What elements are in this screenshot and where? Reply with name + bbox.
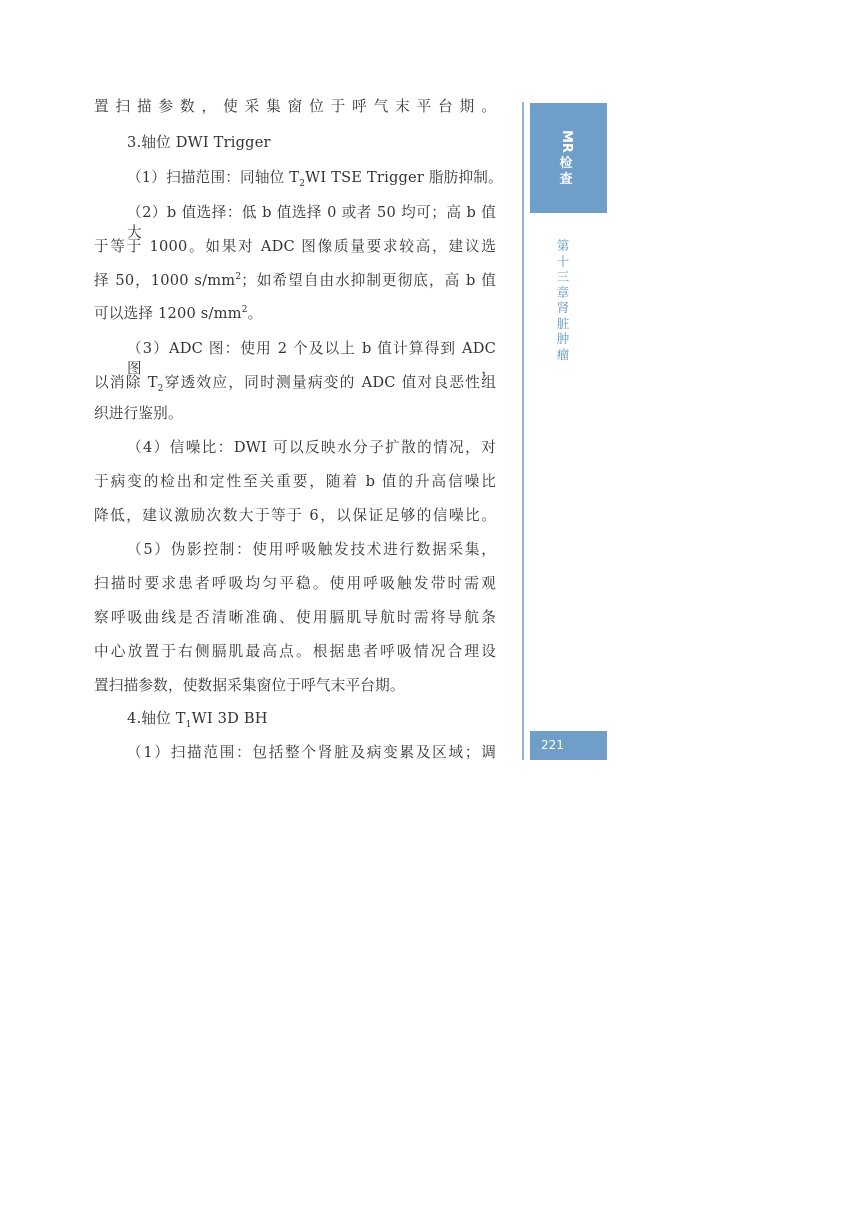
text-run: 。 xyxy=(247,305,263,322)
section-heading-dwi: 3.轴位 DWI Trigger xyxy=(127,134,271,151)
paragraph-line: 织进行鉴别。 xyxy=(94,405,183,422)
text-run: 以消除 T xyxy=(94,374,158,391)
paragraph-line: （1）扫描范围：包括整个肾脏及病变累及区域；调 xyxy=(127,744,496,761)
chapter-title: 第十三章 肾脏肿瘤 xyxy=(556,238,582,362)
text-run: 穿透效应，同时测量病变的 ADC 值对良恶性组 xyxy=(163,374,497,391)
paragraph-line xyxy=(94,304,496,324)
subscript: 2 xyxy=(299,178,306,189)
paragraph-line: 降低，建议激励次数大于等于 6，以保证足够的信噪比。 xyxy=(94,507,496,524)
superscript: 2 xyxy=(241,305,248,316)
text-run: 4.轴位 T xyxy=(127,710,186,727)
superscript: 2 xyxy=(235,272,242,283)
paragraph-line: 于等于 1000。如果对 ADC 图像质量要求较高，建议选 xyxy=(94,238,496,255)
margin-rule xyxy=(522,102,524,760)
section-tab-latin: MR xyxy=(559,130,574,153)
paragraph-line: （4）信噪比：DWI 可以反映水分子扩散的情况，对 xyxy=(127,439,496,456)
text-run: ；如希望自由水抑制更彻底，高 b 值 xyxy=(241,272,496,289)
paragraph-line: 置扫描参数，使数据采集窗位于呼气末平台期。 xyxy=(94,677,405,694)
paragraph-line: 置扫描参数，使采集窗位于呼气末平台期。 xyxy=(94,98,496,115)
paragraph-line xyxy=(94,271,496,291)
paragraph-line xyxy=(94,373,496,393)
paragraph-line: 察呼吸曲线是否清晰准确、使用膈肌导航时需将导航条 xyxy=(94,609,496,626)
paragraph-line: 扫描时要求患者呼吸均匀平稳。使用呼吸触发带时需观 xyxy=(94,575,496,592)
text-run: （1）扫描范围：同轴位 T xyxy=(127,169,300,186)
page-number: 221 xyxy=(541,738,564,752)
subscript: 2 xyxy=(157,383,164,394)
paragraph-line xyxy=(127,168,503,189)
section-heading-t1wi xyxy=(127,709,496,729)
section-tab-cn: 检查 xyxy=(559,155,573,187)
paragraph-line: （5）伪影控制：使用呼吸触发技术进行数据采集， xyxy=(127,541,496,558)
text-run: 可以选择 1200 s/mm xyxy=(94,305,242,322)
paragraph-line: （3）ADC 图：使用 2 个及以上 b 值计算得到 ADC 图， xyxy=(127,340,496,377)
paragraph-line: 于病变的检出和定性至关重要，随着 b 值的升高信噪比 xyxy=(94,473,496,490)
subscript: 1 xyxy=(185,719,192,730)
paragraph-line: 中心放置于右侧膈肌最高点。根据患者呼吸情况合理设 xyxy=(94,643,496,660)
section-tab-label xyxy=(556,130,576,188)
text-run: 择 50，1000 s/mm xyxy=(94,272,236,289)
paragraph-line: （2）b 值选择：低 b 值选择 0 或者 50 均可；高 b 值大 xyxy=(127,204,496,241)
text-run: WI TSE Trigger 脂肪抑制。 xyxy=(305,169,503,186)
text-run: WI 3D BH xyxy=(191,710,268,727)
